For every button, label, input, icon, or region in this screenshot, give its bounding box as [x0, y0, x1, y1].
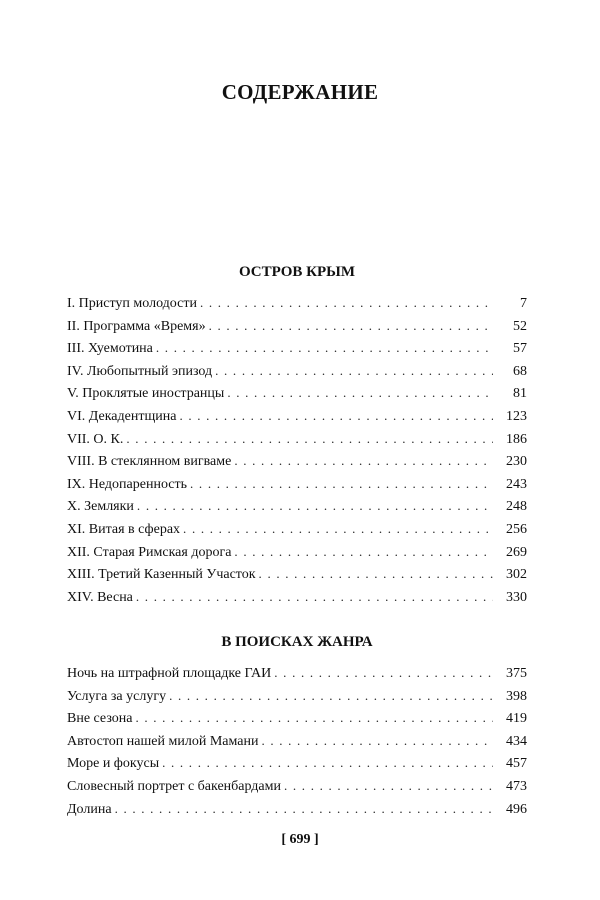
toc-entry-title: XIII. Третий Казенный Участок — [67, 567, 256, 583]
toc-entry[interactable] — [67, 730, 527, 753]
toc-entry-title: XI. Витая в сферах — [67, 521, 181, 537]
toc-entry-page: 230 — [506, 454, 527, 470]
toc-entry-title: V. Проклятые иностранцы — [67, 386, 225, 402]
dot-leader — [284, 775, 493, 798]
toc-entry-title: III. Хуемотина — [67, 341, 153, 357]
toc-entry-title: XIV. Весна — [67, 589, 133, 605]
toc-entry[interactable] — [67, 685, 527, 708]
toc-entry[interactable] — [67, 473, 527, 496]
toc-entry-page: 302 — [506, 567, 527, 583]
toc-entry-page: 186 — [506, 431, 527, 447]
toc-entry-title: Долина — [67, 801, 112, 817]
toc-entry[interactable] — [67, 495, 527, 518]
toc-entry-page: 52 — [513, 318, 527, 334]
dot-leader — [115, 798, 493, 821]
toc-entry-page: 496 — [506, 801, 527, 817]
toc-entry-page: 269 — [506, 544, 527, 560]
toc-entry-page: 248 — [506, 499, 527, 515]
toc-entry-title: VI. Декадентщина — [67, 408, 177, 424]
toc-entry-page: 256 — [506, 521, 527, 537]
dot-leader — [215, 360, 493, 383]
dot-leader — [126, 428, 493, 451]
toc-list — [67, 662, 527, 820]
toc-entry[interactable] — [67, 586, 527, 609]
toc-entry-page: 68 — [513, 363, 527, 379]
dot-leader — [200, 292, 493, 315]
toc-entry[interactable] — [67, 775, 527, 798]
dot-leader — [179, 405, 493, 428]
dot-leader — [261, 730, 493, 753]
toc-entry[interactable] — [67, 798, 527, 821]
toc-entry-title: IX. Недопаренность — [67, 476, 188, 492]
toc-entry-title: Море и фокусы — [67, 756, 160, 772]
toc-entry-page: 123 — [506, 408, 527, 424]
toc-entry-title: Вне сезона — [67, 711, 133, 727]
toc-entry-title: Услуга за услугу — [67, 688, 167, 704]
toc-entry-page: 81 — [513, 386, 527, 402]
dot-leader — [209, 315, 493, 338]
toc-entry-title: VII. О. К. — [67, 431, 124, 447]
toc-entry[interactable] — [67, 707, 527, 730]
toc-entry-page: 375 — [506, 666, 527, 681]
toc-entry-page: 330 — [506, 589, 527, 605]
toc-entry[interactable] — [67, 541, 527, 564]
dot-leader — [259, 563, 493, 586]
page-number: [ 699 ] — [281, 832, 319, 847]
dot-leader — [156, 337, 493, 360]
dot-leader — [234, 450, 493, 473]
toc-entry[interactable] — [67, 292, 527, 315]
toc-entry-title: XII. Старая Римская дорога — [67, 544, 232, 560]
toc-section-v-poiskah-zhanra — [67, 629, 527, 820]
toc-entry[interactable] — [67, 382, 527, 405]
dot-leader — [162, 752, 493, 775]
toc-entry[interactable] — [67, 428, 527, 451]
dot-leader — [136, 586, 493, 609]
toc-entry-title: I. Приступ молодости — [67, 296, 197, 311]
page-title: СОДЕРЖАНИЕ — [221, 80, 379, 104]
dot-leader — [183, 518, 493, 541]
toc-entry-page: 7 — [520, 296, 527, 311]
toc-entry[interactable] — [67, 563, 527, 586]
toc-entry[interactable] — [67, 752, 527, 775]
toc-entry-title: Словесный портрет с бакенбардами — [67, 778, 281, 794]
toc-entry[interactable] — [67, 405, 527, 428]
toc-entry-title: X. Земляки — [67, 499, 134, 515]
dot-leader — [227, 382, 493, 405]
section-heading: В ПОИСКАХ ЖАНРА — [221, 634, 373, 650]
toc-entry-page: 243 — [506, 476, 527, 492]
toc-entry[interactable] — [67, 450, 527, 473]
section-heading: ОСТРОВ КРЫМ — [238, 264, 356, 280]
dot-leader — [135, 707, 493, 730]
toc-entry-page: 457 — [506, 756, 527, 772]
toc-entry[interactable] — [67, 315, 527, 338]
dot-leader — [169, 685, 493, 708]
toc-list — [67, 292, 527, 608]
toc-entry[interactable] — [67, 662, 527, 685]
toc-entry[interactable] — [67, 360, 527, 383]
dot-leader — [274, 662, 493, 685]
toc-entry-title: VIII. В стеклянном вигваме — [67, 454, 232, 470]
toc-entry-page: 434 — [506, 733, 527, 749]
dot-leader — [137, 495, 493, 518]
toc-entry-page: 419 — [506, 711, 527, 727]
toc-entry-title: Автостоп нашей милой Мамани — [67, 733, 259, 749]
toc-entry-page: 57 — [513, 341, 527, 357]
toc-entry[interactable] — [67, 337, 527, 360]
toc-entry[interactable] — [67, 518, 527, 541]
toc-entry-title: IV. Любопытный эпизод — [67, 363, 213, 379]
toc-entry-title: II. Программа «Время» — [67, 318, 206, 334]
dot-leader — [190, 473, 493, 496]
toc-entry-title: Ночь на штрафной площадке ГАИ — [67, 666, 272, 681]
toc-entry-page: 398 — [506, 688, 527, 704]
toc-entry-page: 473 — [506, 778, 527, 794]
toc-section-ostrov-krym — [67, 259, 527, 608]
dot-leader — [234, 541, 493, 564]
